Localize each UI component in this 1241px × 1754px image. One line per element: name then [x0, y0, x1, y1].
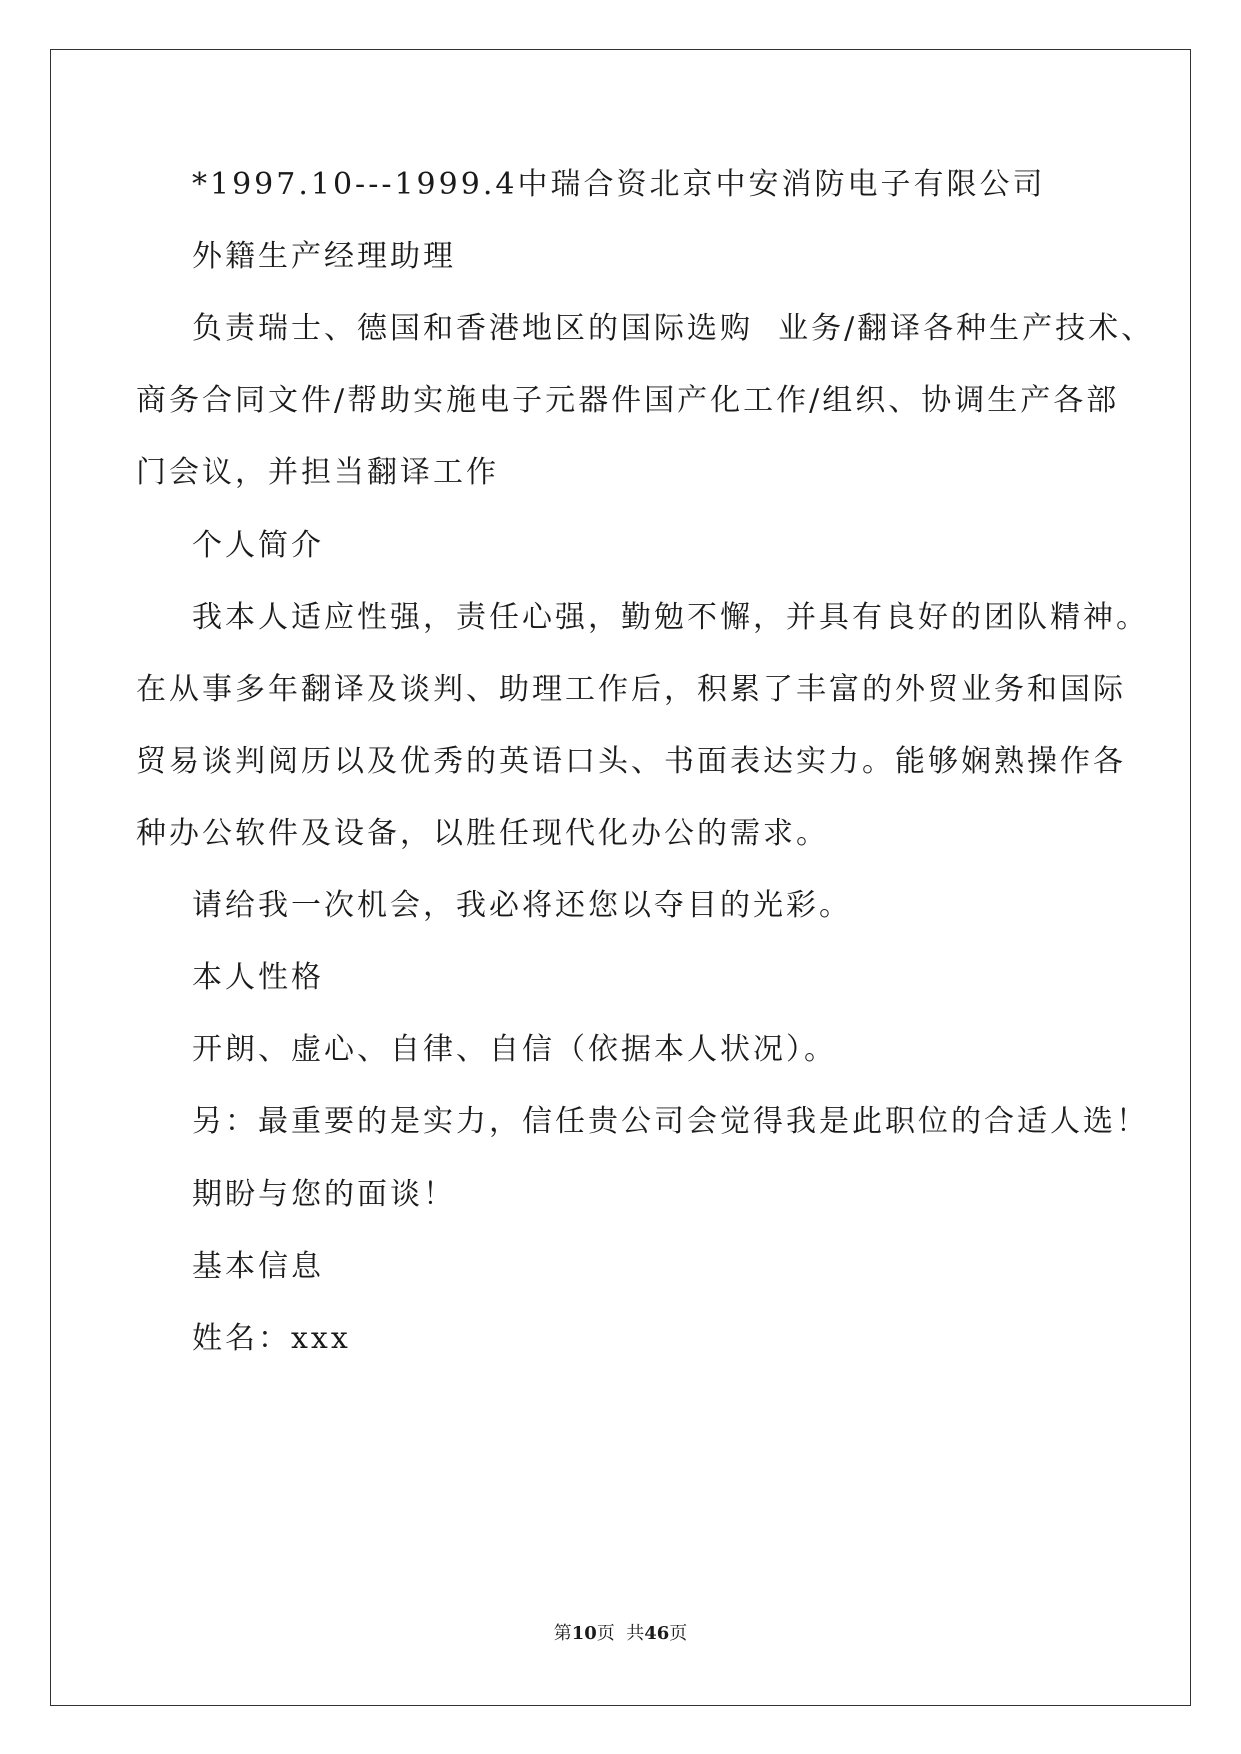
- page-number-footer: [0, 1622, 1241, 1646]
- text-line: 本人性格: [192, 960, 324, 995]
- text-line: 请给我一次机会，我必将还您以夺目的光彩。: [192, 888, 852, 923]
- text-line: 在从事多年翻译及谈判、助理工作后，积累了丰富的外贸业务和国际: [136, 672, 1126, 707]
- text-line: 贸易谈判阅历以及优秀的英语口头、书面表达实力。能够娴熟操作各: [136, 744, 1126, 779]
- text-line: 门会议，并担当翻译工作: [136, 455, 499, 490]
- text-line: 开朗、虚心、自律、自信（依据本人状况）。: [192, 1032, 837, 1067]
- text-line: 个人简介: [192, 528, 324, 563]
- text-line: 商务合同文件/帮助实施电子元器件国产化工作/组织、协调生产各部: [136, 383, 1120, 418]
- text-line: *1997.10---1999.4中瑞合资北京中安消防电子有限公司: [192, 167, 1046, 202]
- text-line: 我本人适应性强，责任心强，勤勉不懈，并具有良好的团队精神。: [192, 600, 1149, 635]
- footer-suffix: 页: [669, 1623, 688, 1644]
- footer-mid: 页 共: [596, 1623, 645, 1644]
- text-line: 种办公软件及设备，以胜任现代化办公的需求。: [136, 816, 829, 851]
- text-line: 外籍生产经理助理: [192, 239, 456, 274]
- footer-prefix: 第: [553, 1623, 572, 1644]
- text-line: 另：最重要的是实力，信任贵公司会觉得我是此职位的合适人选！: [192, 1104, 1149, 1139]
- text-line: 姓名：xxx: [192, 1321, 351, 1356]
- text-line: 基本信息: [192, 1249, 324, 1284]
- text-line: 期盼与您的面谈！: [192, 1177, 456, 1212]
- page-frame: [50, 49, 1191, 1706]
- text-line: 负责瑞士、德国和香港地区的国际选购 业务/翻译各种生产技术、: [192, 311, 1155, 346]
- footer-total-pages: 46: [644, 1623, 670, 1644]
- footer-current-page: 10: [571, 1623, 597, 1644]
